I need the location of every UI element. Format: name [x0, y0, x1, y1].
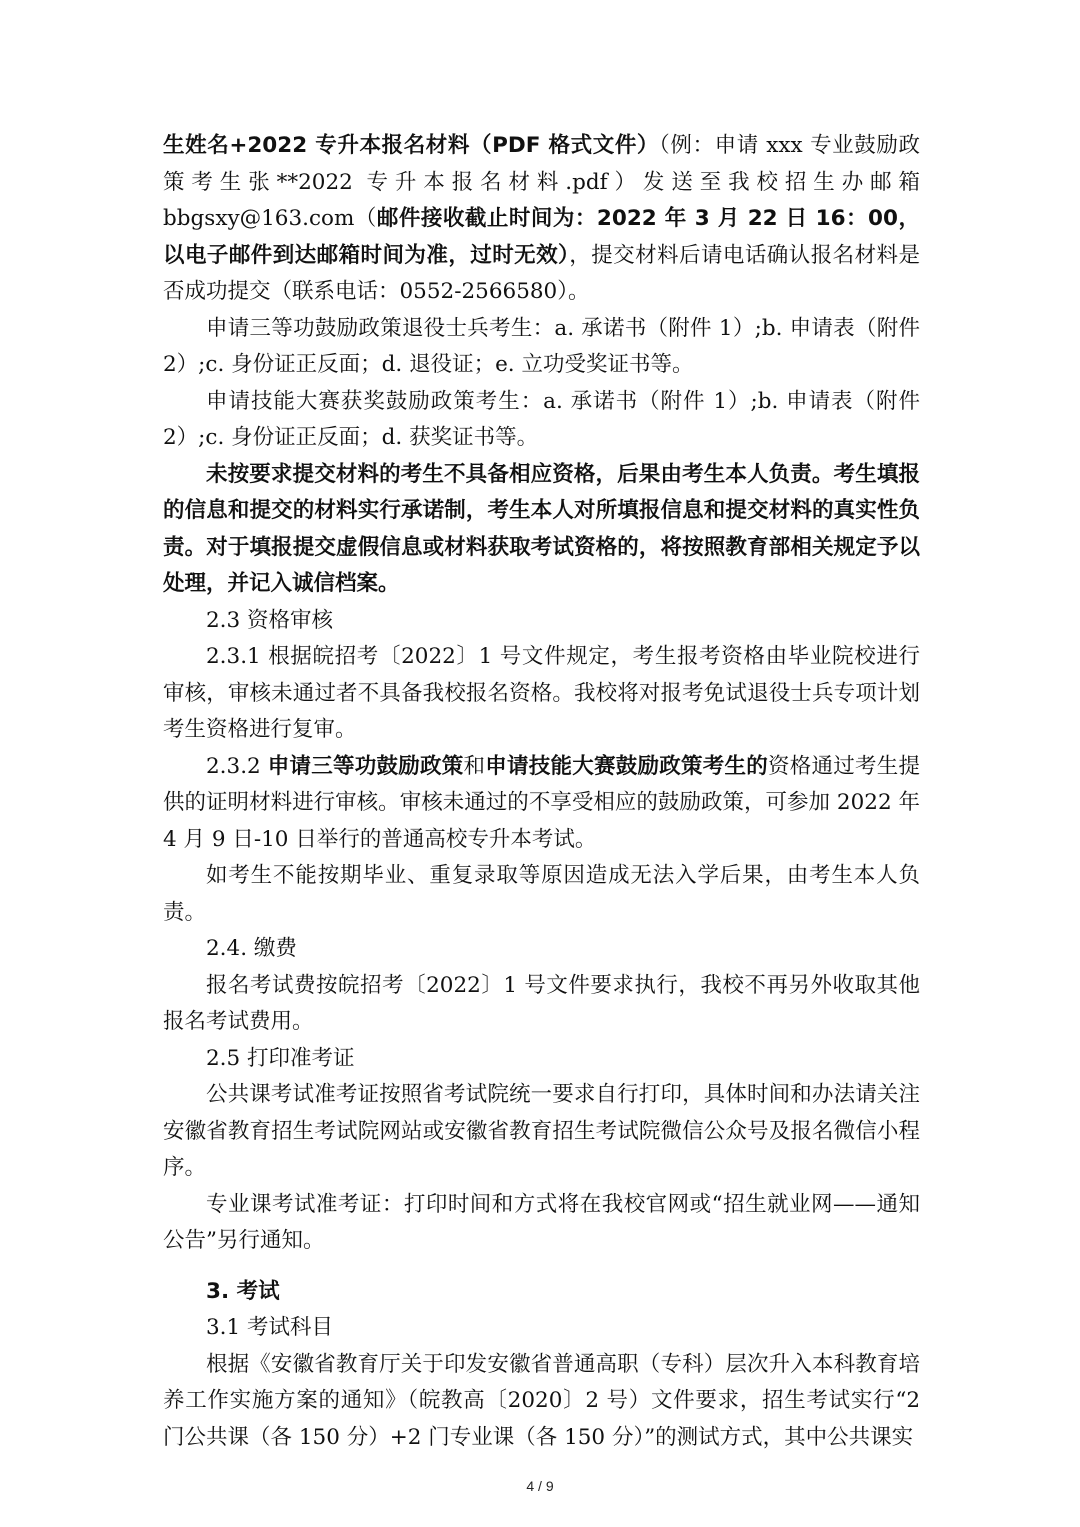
paragraph	[163, 931, 920, 968]
paragraph	[163, 128, 920, 311]
paragraph	[163, 1274, 920, 1311]
text-run: ，提交材料后请电话确认报名材料是否成功提交（联系电话：0552-2566580）。	[163, 242, 920, 304]
text-run: 2.3.1 根据皖招考〔2022〕1 号文件规定，考生报考资格由毕业院校进行审核，审核未通过者不具备我校报名资格。我校将对报考免试退役士兵专项计划考生资格进行复审。	[163, 644, 920, 742]
text-run: 申请三等功鼓励政策退役士兵考生：a. 承诺书（附件 1）;b. 申请表（附件 2）;c. 身份证正反面；d. 退役证；e. 立功受奖证书等。	[163, 315, 920, 377]
paragraph	[163, 603, 920, 640]
text-run: 3.1 考试科目	[206, 1315, 334, 1340]
text-run: 申请技能大赛获奖鼓励政策考生：a. 承诺书（附件 1）;b. 申请表（附件 2）;c. 身份证正反面；d. 获奖证书等。	[163, 388, 920, 450]
text-run: 公共课考试准考证按照省考试院统一要求自行打印，具体时间和办法请关注安徽省教育招生考试院网站或安徽省教育招生考试院微信公众号及报名微信小程序。	[163, 1082, 920, 1180]
text-run: 报名考试费按皖招考〔2022〕1 号文件要求执行，我校不再另外收取其他报名考试费用。	[163, 972, 920, 1034]
text-run: 2.4. 缴费	[206, 936, 297, 961]
paragraph	[163, 1187, 920, 1260]
paragraph	[163, 311, 920, 384]
text-run: 2.3.2	[206, 753, 268, 779]
paragraph	[163, 858, 920, 931]
text-run: 2.5 打印准考证	[206, 1045, 355, 1071]
bold-text-run: 申请技能大赛鼓励政策考生的	[485, 753, 768, 779]
paragraph	[163, 1347, 920, 1457]
text-run: （例：申请 xxx 专业鼓励政策考生张**2022 专升本报名材料.pdf）发送至我校招生办邮箱 bbgsxy@163.com（	[163, 133, 920, 231]
paragraph	[163, 968, 920, 1041]
text-run: 如考生不能按期毕业、重复录取等原因造成无法入学后果，由考生本人负责。	[163, 863, 920, 925]
page-number: 4 / 9	[526, 1478, 554, 1494]
paragraph	[163, 1310, 920, 1347]
paragraph	[163, 749, 920, 859]
paragraph	[163, 1077, 920, 1187]
bold-text-run: 生姓名+2022 专升本报名材料（PDF 格式文件）	[163, 133, 660, 158]
text-run: 和	[463, 753, 486, 779]
bold-text-run: 申请三等功鼓励政策	[267, 753, 464, 779]
text-run: 资格通过考生提供的证明材料进行审核。审核未通过的不享受相应的鼓励政策，可参加 2022 年 4 月 9 日-10 日举行的普通高校专升本考试。	[163, 753, 920, 852]
text-run: 2.3 资格审核	[206, 607, 334, 633]
bold-text-run: 邮件接收截止时间为：2022 年 3 月 22 日 16：00，以电子邮件到达邮箱时间为准，过时无效）	[163, 206, 920, 268]
paragraph	[163, 1041, 920, 1078]
paragraph	[163, 457, 920, 603]
bold-text-run: 未按要求提交材料的考生不具备相应资格，后果由考生本人负责。考生填报的信息和提交的材料实行承诺制，考生本人对所填报信息和提交材料的真实性负责。对于填报提交虚假信息或材料获取考试资格的，将按照教育部相关规定予以处理，并记入诚信档案。	[163, 461, 920, 596]
document-body	[163, 128, 920, 1456]
bold-text-run: 3. 考试	[206, 1278, 280, 1304]
paragraph	[163, 639, 920, 749]
text-run: 专业课考试准考证：打印时间和方式将在我校官网或“招生就业网——通知公告”另行通知。	[163, 1191, 920, 1253]
text-run: 根据《安徽省教育厅关于印发安徽省普通高职（专科）层次升入本科教育培养工作实施方案的通知》（皖教高〔2020〕2 号）文件要求，招生考试实行“2 门公共课（各 150 分）+2 门专业课（各 150 分）”的测试方式，其中公共课实	[163, 1351, 920, 1450]
paragraph	[163, 384, 920, 457]
